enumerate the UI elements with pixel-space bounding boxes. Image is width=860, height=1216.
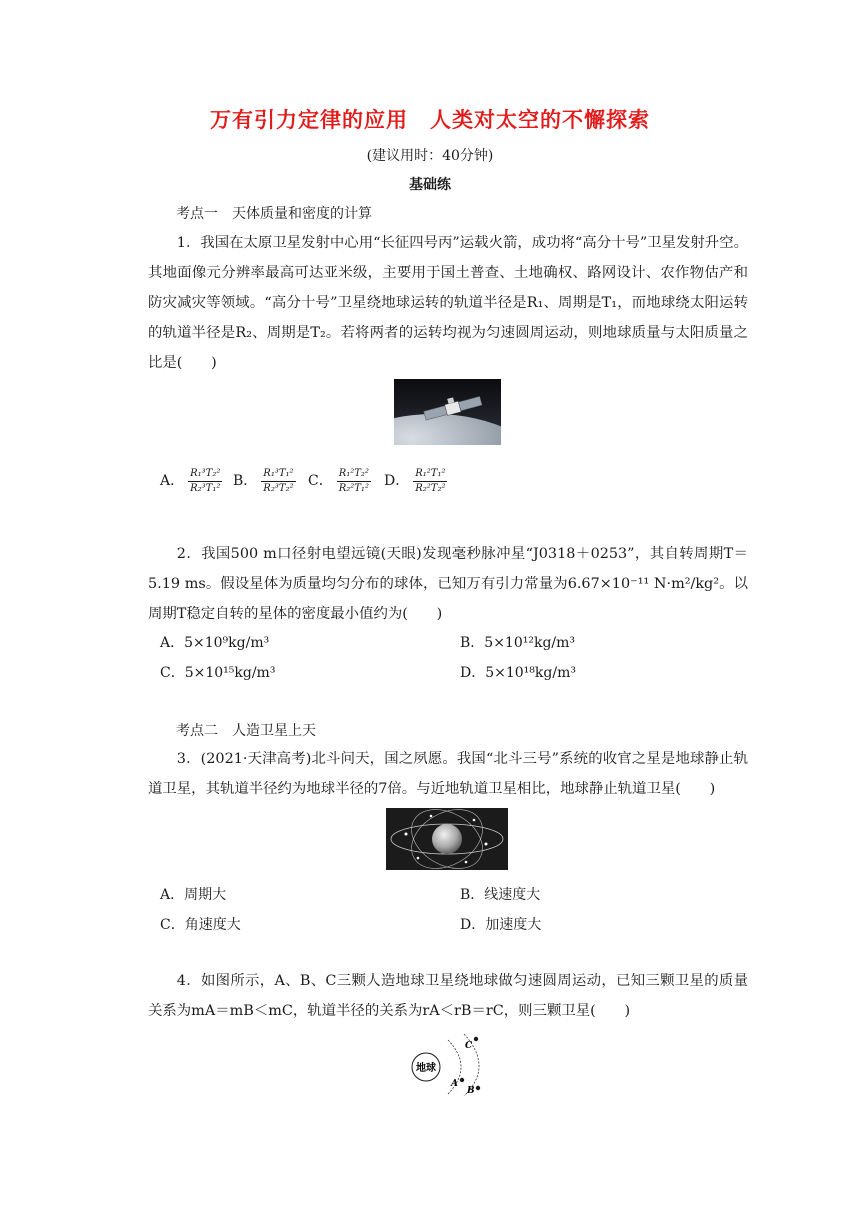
q1-option-a[interactable]: A． $\frac{\text{R₁³T₂²}}{\text{R₂³T₁²}}$ [160,467,221,494]
q2-option-c[interactable]: C．5×10¹⁵kg/m³ [160,665,276,681]
satellite-photo [394,379,501,445]
label-b: B [467,1086,475,1096]
orbit-image [386,808,508,870]
satellite-b [476,1086,480,1090]
earth-label: 地球 [416,1063,436,1074]
satellite-image [394,379,501,445]
question-2-text: 2．我国500 m口径射电望远镜(天眼)发现毫秒脉冲星“J0318＋0253”，其自转周期T＝5.19 ms。假设星体为质量均匀分布的球体，已知万有引力常量为6.67×10⁻¹¹ N·m²/kg²。以周期T稳定自转的星体的密度最小值约为( ) [148,546,748,622]
q3-option-d[interactable]: D．加速度大 [460,917,542,933]
section-heading: 基础练 [409,177,451,193]
satellite-orbit-diagram [406,1030,496,1096]
q1-option-c[interactable]: C． $\frac{\text{R₁²T₂²}}{\text{R₂²T₁²}}$ [308,467,369,494]
question-4 [148,966,748,1026]
q2-option-b[interactable]: B．5×10¹²kg/m³ [460,635,576,651]
page-title: 万有引力定律的应用 人类对太空的不懈探索 [210,107,650,132]
question-3-text: 3．(2021·天津高考)北斗问天，国之夙愿。我国“北斗三号”系统的收官之星是地球静止轨道卫星，其轨道半径约为地球半径的7倍。与近地轨道卫星相比，地球静止轨道卫星( ) [148,751,748,797]
question-3 [148,744,748,804]
satellite-c [474,1037,478,1041]
topic-heading-1: 考点一 天体质量和密度的计算 [176,206,372,222]
q1-option-d[interactable]: D． $\frac{\text{R₁²T₁²}}{\text{R₂²T₂²}}$ [384,467,446,494]
topic-heading-2: 考点二 人造卫星上天 [176,723,316,739]
beidou-orbit-photo [386,808,508,870]
q3-option-a[interactable]: A．周期大 [160,887,227,903]
question-4-text: 4．如图所示，A、B、C三颗人造地球卫星绕地球做匀速圆周运动，已知三颗卫星的质量关系为mA＝mB＜mC，轨道半径的关系为rA＜rB＝rC，则三颗卫星( ) [148,973,748,1019]
q2-option-a[interactable]: A．5×10⁹kg/m³ [160,635,270,651]
q2-option-d[interactable]: D．5×10¹⁸kg/m³ [460,665,576,681]
question-1-text: 1．我国在太原卫星发射中心用“长征四号丙”运载火箭，成功将“高分十号”卫星发射升空。其地面像元分辨率最高可达亚米级，主要用于国土普查、土地确权、路网设计、农作物估产和防灾减灾等领域。“高分十号”卫星绕地球运转的轨道半径是R₁、周期是T₁，而地球绕太阳运转的轨道半径是R₂、周期是T₂。若将两者的运转均视为匀速圆周运动，则地球质量与太阳质量之比是( ) [148,235,748,371]
orbit-diagram [406,1030,496,1096]
question-2 [148,539,748,629]
satellite-a [460,1078,464,1082]
q1-option-b[interactable]: B． $\frac{\text{R₁³T₁²}}{\text{R₂³T₂²}}$ [233,467,294,494]
label-c: C [465,1041,473,1051]
q3-option-b[interactable]: B．线速度大 [460,887,541,903]
q3-option-c[interactable]: C．角速度大 [160,917,241,933]
question-1 [148,228,748,378]
suggested-time: (建议用时：40分钟) [366,148,494,164]
label-a: A [451,1079,458,1089]
